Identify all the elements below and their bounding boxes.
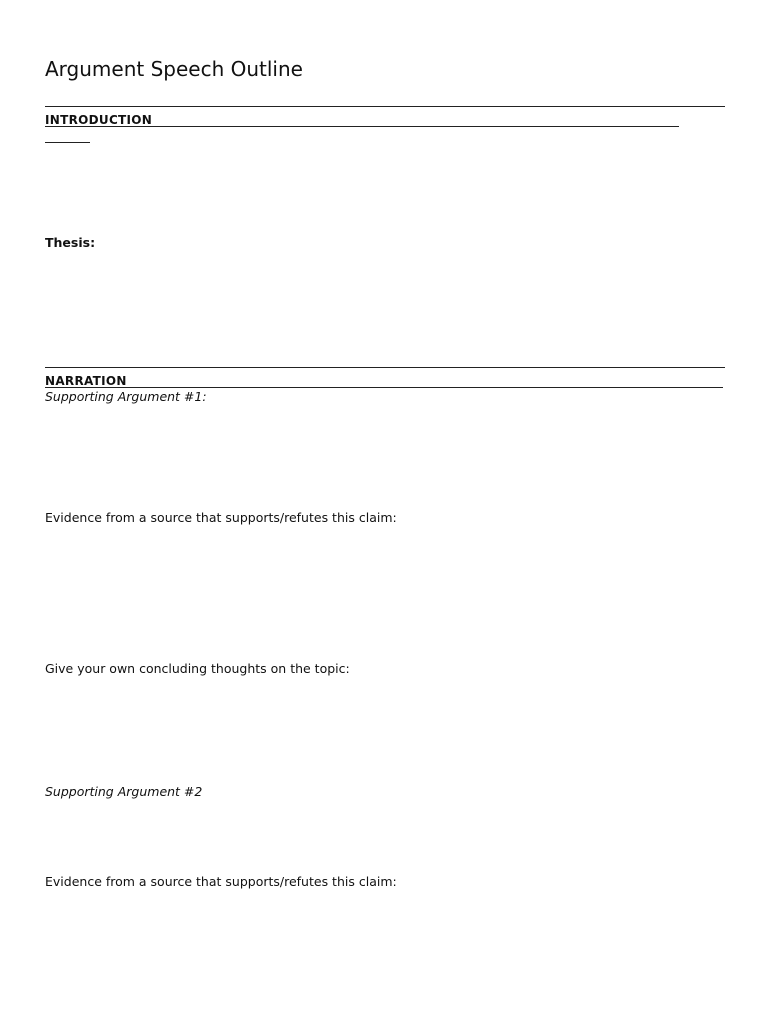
supporting-argument-1-label: Supporting Argument #1: bbox=[45, 389, 207, 404]
page-title: Argument Speech Outline bbox=[45, 57, 303, 81]
introduction-heading: INTRODUCTION bbox=[45, 113, 153, 127]
supporting-argument-2-label: Supporting Argument #2 bbox=[45, 784, 203, 799]
evidence-prompt-1: Evidence from a source that supports/refutes this claim: bbox=[45, 510, 397, 525]
concluding-thoughts-prompt: Give your own concluding thoughts on the topic: bbox=[45, 661, 350, 676]
evidence-prompt-2: Evidence from a source that supports/refutes this claim: bbox=[45, 874, 397, 889]
introduction-underline bbox=[45, 126, 679, 127]
thesis-label: Thesis: bbox=[45, 235, 96, 250]
narration-heading: NARRATION bbox=[45, 374, 127, 388]
section-divider-narration bbox=[45, 367, 725, 368]
narration-underline bbox=[45, 387, 723, 388]
introduction-underline-continuation bbox=[45, 142, 90, 143]
section-divider-top bbox=[45, 106, 725, 107]
